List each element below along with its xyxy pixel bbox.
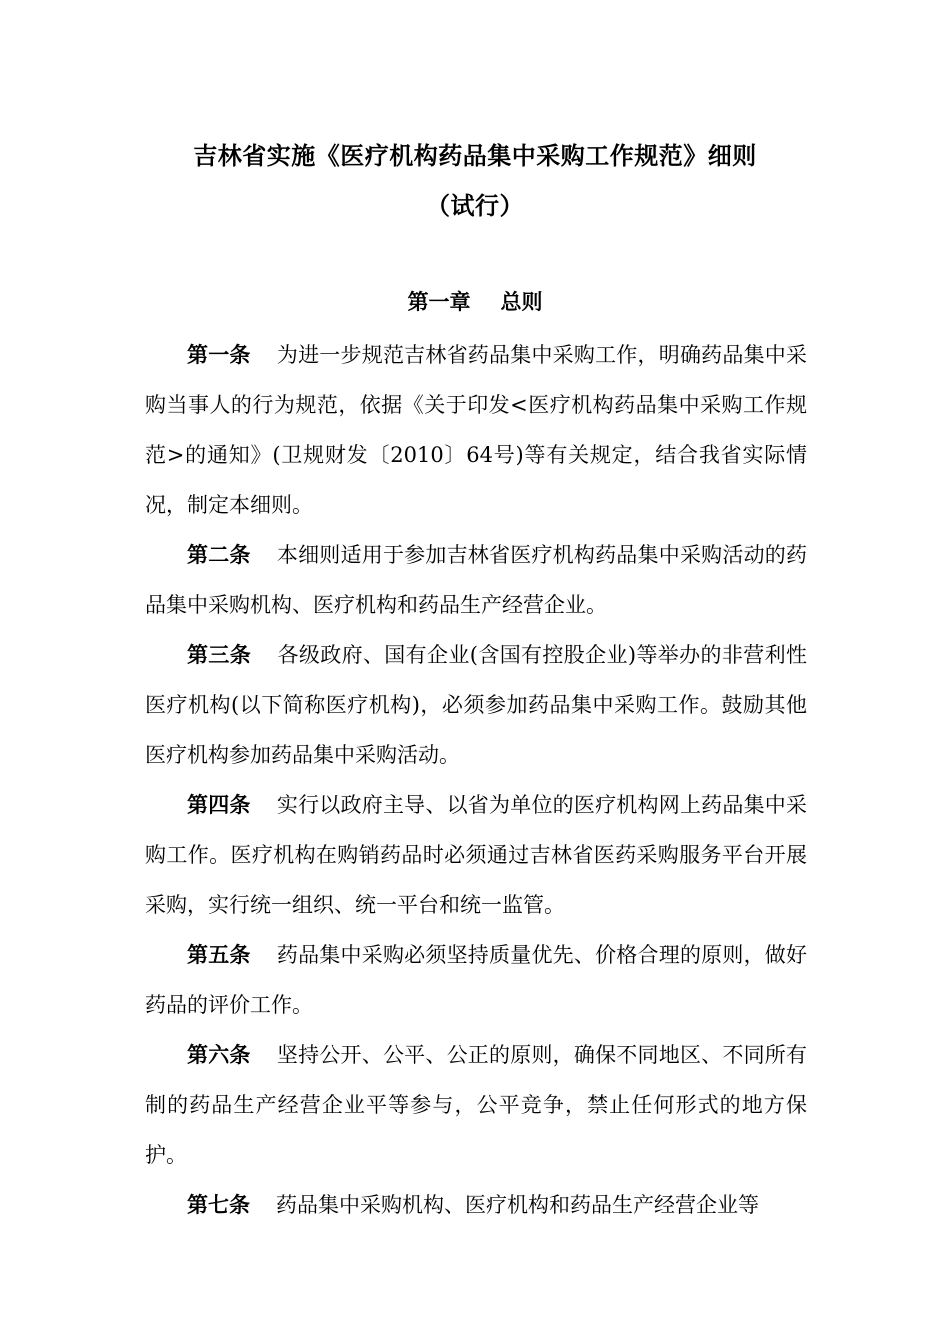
article-label: 第三条 bbox=[187, 643, 252, 667]
article-2 bbox=[145, 530, 807, 630]
document-body bbox=[145, 330, 807, 1230]
article-text: 实行以政府主导、以省为单位的医疗机构网上药品集中采购工作。医疗机构在购销药品时必须通过吉林省医药采购服务平台开展采购，实行统一组织、统一平台和统一监管。 bbox=[145, 793, 808, 917]
article-text: 各级政府、国有企业(含国有控股企业)等举办的非营利性医疗机构(以下简称医疗机构)，必须参加药品集中采购工作。鼓励其他医疗机构参加药品集中采购活动。 bbox=[145, 643, 808, 767]
chapter-heading bbox=[0, 286, 950, 316]
article-7 bbox=[145, 1180, 807, 1230]
article-label: 第六条 bbox=[187, 1043, 251, 1067]
article-label: 第一条 bbox=[187, 343, 251, 367]
article-text: 本细则适用于参加吉林省医疗机构药品集中采购活动的药品集中采购机构、医疗机构和药品生产经营企业。 bbox=[145, 543, 808, 617]
article-label: 第二条 bbox=[187, 543, 251, 567]
article-label: 第四条 bbox=[187, 793, 251, 817]
chapter-number: 第一章 bbox=[407, 290, 471, 314]
article-1 bbox=[145, 330, 807, 530]
article-text: 药品集中采购必须坚持质量优先、价格合理的原则，做好药品的评价工作。 bbox=[145, 943, 808, 1017]
article-text: 药品集中采购机构、医疗机构和药品生产经营企业等 bbox=[276, 1193, 759, 1217]
document-title: 吉林省实施《医疗机构药品集中采购工作规范》细则 bbox=[193, 142, 757, 170]
chapter-name: 总则 bbox=[500, 290, 543, 314]
article-4 bbox=[145, 780, 807, 930]
article-label: 第七条 bbox=[187, 1193, 250, 1217]
document-subtitle: （试行） bbox=[426, 192, 524, 220]
article-6 bbox=[145, 1030, 807, 1180]
article-label: 第五条 bbox=[187, 943, 251, 967]
article-5 bbox=[145, 930, 807, 1030]
article-3 bbox=[145, 630, 807, 780]
article-text: 坚持公开、公平、公正的原则，确保不同地区、不同所有制的药品生产经营企业平等参与，公平竞争，禁止任何形式的地方保护。 bbox=[145, 1043, 808, 1167]
article-text: 为进一步规范吉林省药品集中采购工作，明确药品集中采购当事人的行为规范，依据《关于印发<医疗机构药品集中采购工作规范>的通知》(卫规财发〔2010〕64号)等有关规定，结合我省实际情况，制定本细则。 bbox=[145, 343, 808, 517]
